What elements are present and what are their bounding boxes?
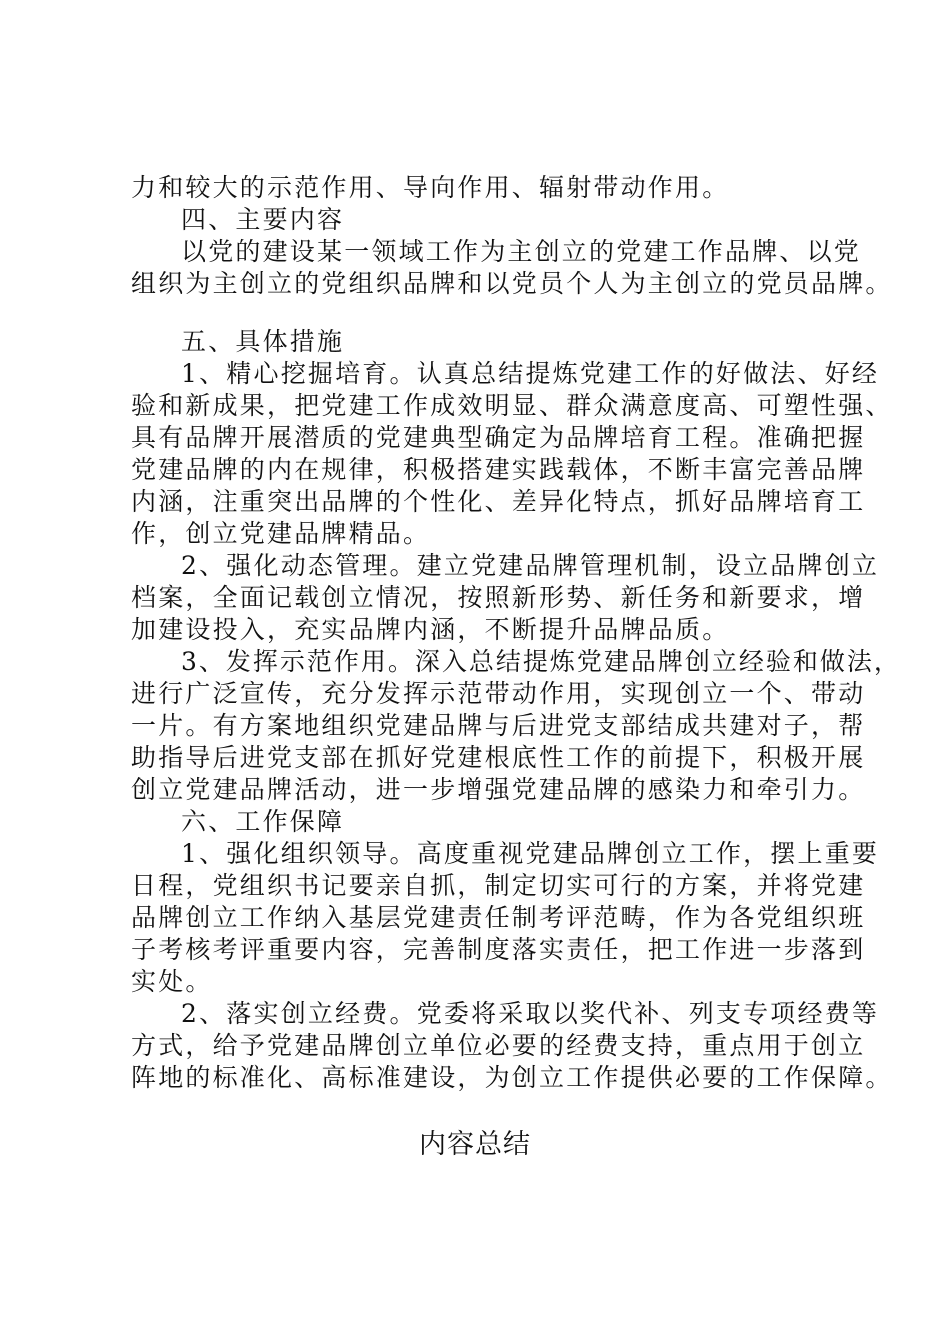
- text-line: 助指导后进党支部在抓好党建根底性工作的前提下，积极开展: [131, 743, 866, 772]
- section-heading: 四、主要内容: [181, 205, 345, 234]
- text-line: 3、发挥示范作用。深入总结提炼党建品牌创立经验和做法，: [181, 647, 901, 676]
- section-heading: 五、具体措施: [181, 327, 345, 356]
- text-line: 档案，全面记载创立情况，按照新形势、新任务和新要求，增: [131, 583, 866, 612]
- text-line: 力和较大的示范作用、导向作用、辐射带动作用。: [131, 173, 730, 202]
- text-line: 内涵，注重突出品牌的个性化、差异化特点，抓好品牌培育工: [131, 487, 866, 516]
- text-line: 2、强化动态管理。建立党建品牌管理机制，设立品牌创立: [181, 551, 880, 580]
- text-line: 党建品牌的内在规律，积极搭建实践载体，不断丰富完善品牌: [131, 455, 866, 484]
- text-line: 2、落实创立经费。党委将采取以奖代补、列支专项经费等: [181, 999, 880, 1028]
- text-line: 加建设投入，充实品牌内涵，不断提升品牌品质。: [131, 615, 730, 644]
- text-line: 创立党建品牌活动，进一步增强党建品牌的感染力和牵引力。: [131, 775, 866, 804]
- text-line: 具有品牌开展潜质的党建典型确定为品牌培育工程。准确把握: [131, 423, 866, 452]
- summary-title: 内容总结: [419, 1129, 531, 1160]
- text-line: 子考核考评重要内容，完善制度落实责任，把工作进一步落到: [131, 935, 866, 964]
- text-line: 实处。: [131, 967, 213, 996]
- text-line: 一片。有方案地组织党建品牌与后进党支部结成共建对子，帮: [131, 711, 866, 740]
- text-line: 进行广泛宣传，充分发挥示范带动作用，实现创立一个、带动: [131, 679, 866, 708]
- text-line: 品牌创立工作纳入基层党建责任制考评范畴，作为各党组织班: [131, 903, 866, 932]
- text-line: 方式，给予党建品牌创立单位必要的经费支持，重点用于创立: [131, 1031, 866, 1060]
- text-line: 以党的建设某一领域工作为主创立的党建工作品牌、以党: [181, 237, 862, 266]
- text-line: 验和新成果，把党建工作成效明显、群众满意度高、可塑性强、: [131, 391, 893, 420]
- section-heading: 六、工作保障: [181, 807, 345, 836]
- text-line: 阵地的标准化、高标准建设，为创立工作提供必要的工作保障。: [131, 1063, 893, 1092]
- text-line: 日程，党组织书记要亲自抓，制定切实可行的方案，并将党建: [131, 871, 866, 900]
- text-line: 1、精心挖掘培育。认真总结提炼党建工作的好做法、好经: [181, 359, 880, 388]
- text-line: 组织为主创立的党组织品牌和以党员个人为主创立的党员品牌。: [131, 269, 893, 298]
- text-line: 1、强化组织领导。高度重视党建品牌创立工作，摆上重要: [181, 839, 880, 868]
- text-line: 作，创立党建品牌精品。: [131, 519, 431, 548]
